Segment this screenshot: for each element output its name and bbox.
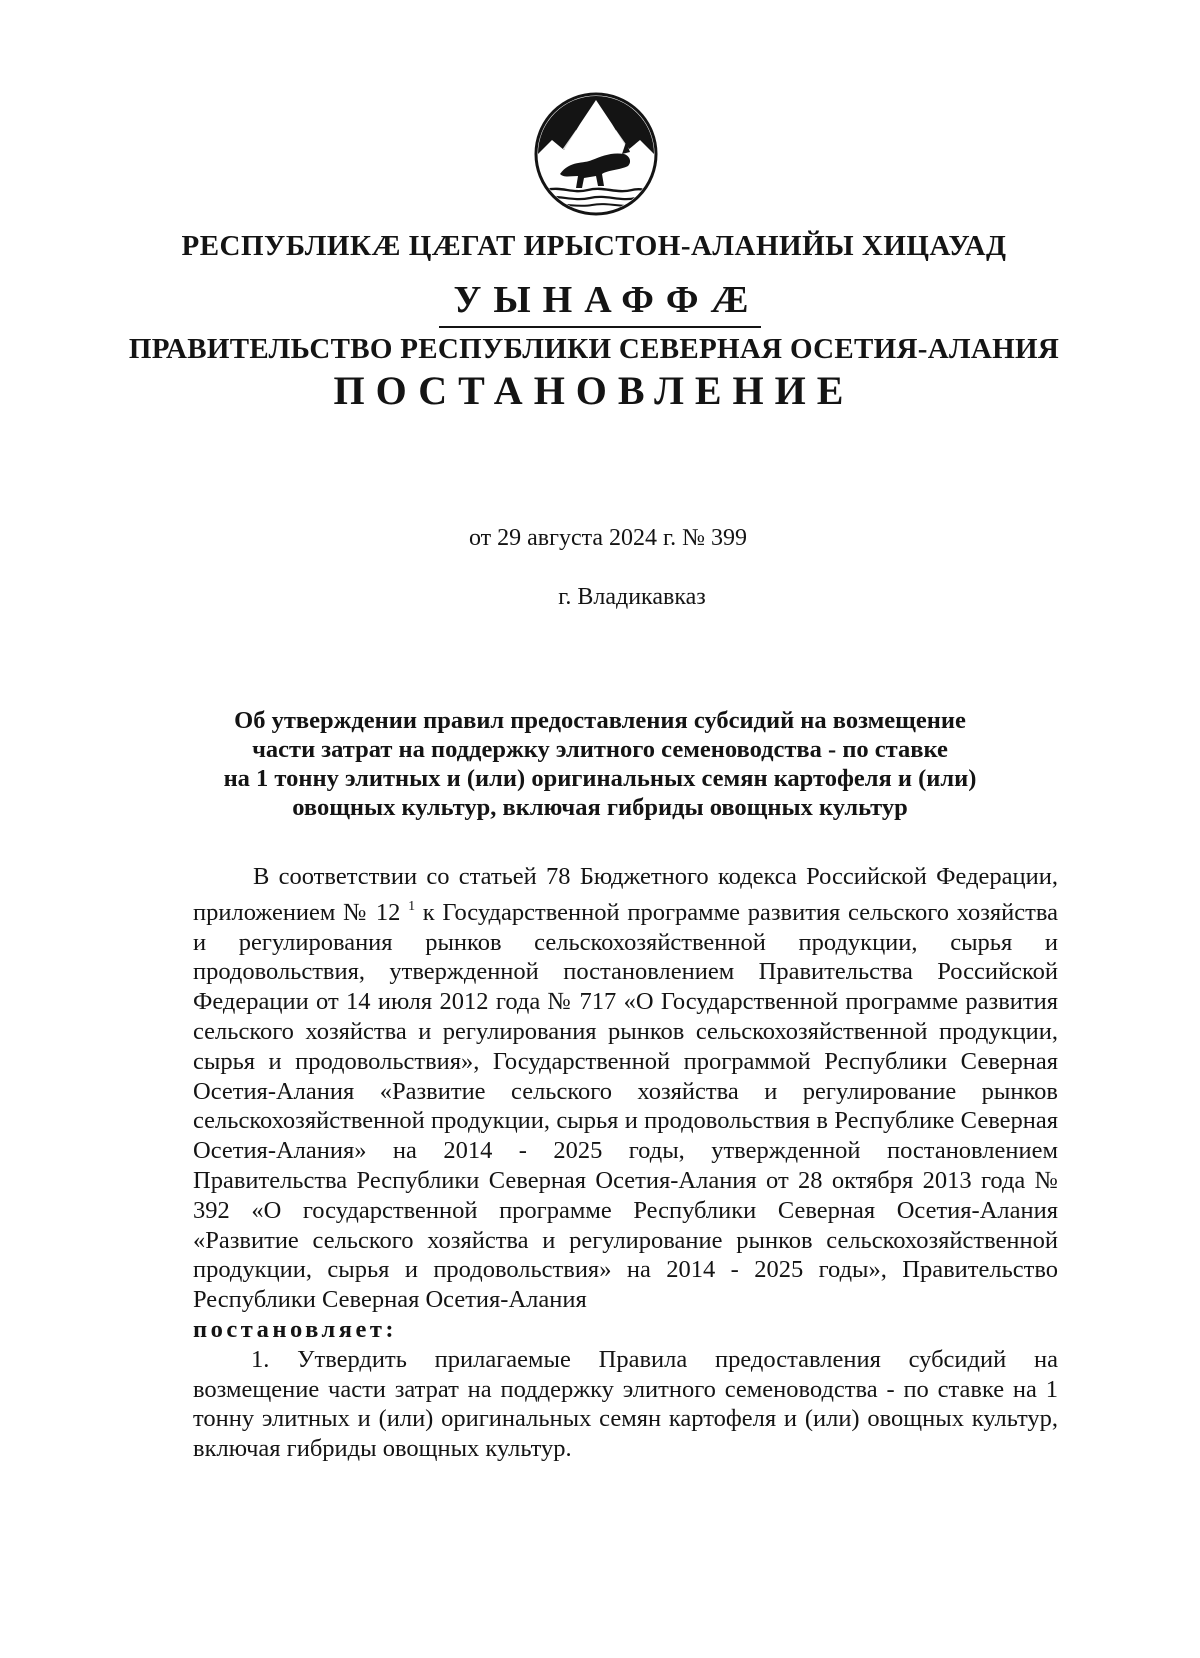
coat-of-arms-emblem <box>532 90 660 218</box>
title-line: части затрат на поддержку элитного семеноводства - по ставке <box>252 736 948 763</box>
russian-government-heading: ПРАВИТЕЛЬСТВО РЕСПУБЛИКИ СЕВЕРНАЯ ОСЕТИЯ-АЛАНИЯ <box>128 333 1060 365</box>
document-city: г. Владикавказ <box>558 584 706 610</box>
preamble-text-part1: В соответствии со статьей 78 Бюджетного кодекса Российской Федерации, приложением № 12 <box>193 863 1058 926</box>
ossetian-government-heading: РЕСПУБЛИКӔ ЦӔГАТ ИРЫСТОН-АЛАНИЙЫ ХИЦАУАД <box>181 230 1007 262</box>
russian-resolution-heading: ПОСТАНОВЛЕНИЕ <box>333 368 855 413</box>
ossetian-resolution-heading <box>0 276 1200 328</box>
preamble-paragraph <box>193 862 1058 1315</box>
ruling-paragraph <box>193 1315 1058 1345</box>
title-line: овощных культур, включая гибриды овощных культур <box>292 794 908 821</box>
title-line: на 1 тонну элитных и (или) оригинальных семян картофеля и (или) <box>223 765 977 792</box>
item-1-paragraph: 1. Утвердить прилагаемые Правила предоставления субсидий на возмещение части затрат на поддержку элитного семеноводства - по ставке на 1 тонну элитных и (или) оригинальных семян картофеля и (или) овощных культур, включая гибриды овощных культур. <box>193 1345 1058 1463</box>
ossetian-resolution-text: УЫНАФФӔ <box>439 276 760 328</box>
title-line: Об утверждении правил предоставления субсидий на возмещение <box>234 707 966 734</box>
document-title <box>150 706 1050 822</box>
ruling-word: постановляет: <box>193 1315 398 1343</box>
document-body <box>193 862 1058 1464</box>
preamble-text-part2: к Государственной программе развития сельского хозяйства и регулирования рынков сельскохозяйственной продукции, сырья и продовольствия, утвержденной постановлением Правительства Российской Федерации от 14 июля 2012 года № 717 «О Государственной программе развития сельского хозяйства и регулирования рынков сельскохозяйственной продукции, сырья и продовольствия», Государственной программой Республики Северная Осетия-Алания «Развитие сельского хозяйства и регулирование рынков сельскохозяйственной продукции, сырья и продовольствия в Республике Северная Осетия-Алания» на 2014 - 2025 годы, утвержденной постановлением Правительства Республики Северная Осетия-Алания от 28 октября 2013 года № 392 «О государственной программе Республики Северная Осетия-Алания «Развитие сельского хозяйства и регулирование рынков сельскохозяйственной продукции, сырья и продовольствия» на 2014 - 2025 годы», Правительство Республики Северная Осетия-Алания <box>193 898 1058 1314</box>
appendix-superscript: 1 <box>408 898 416 914</box>
document-date-number: от 29 августа 2024 г. № 399 <box>468 525 748 551</box>
